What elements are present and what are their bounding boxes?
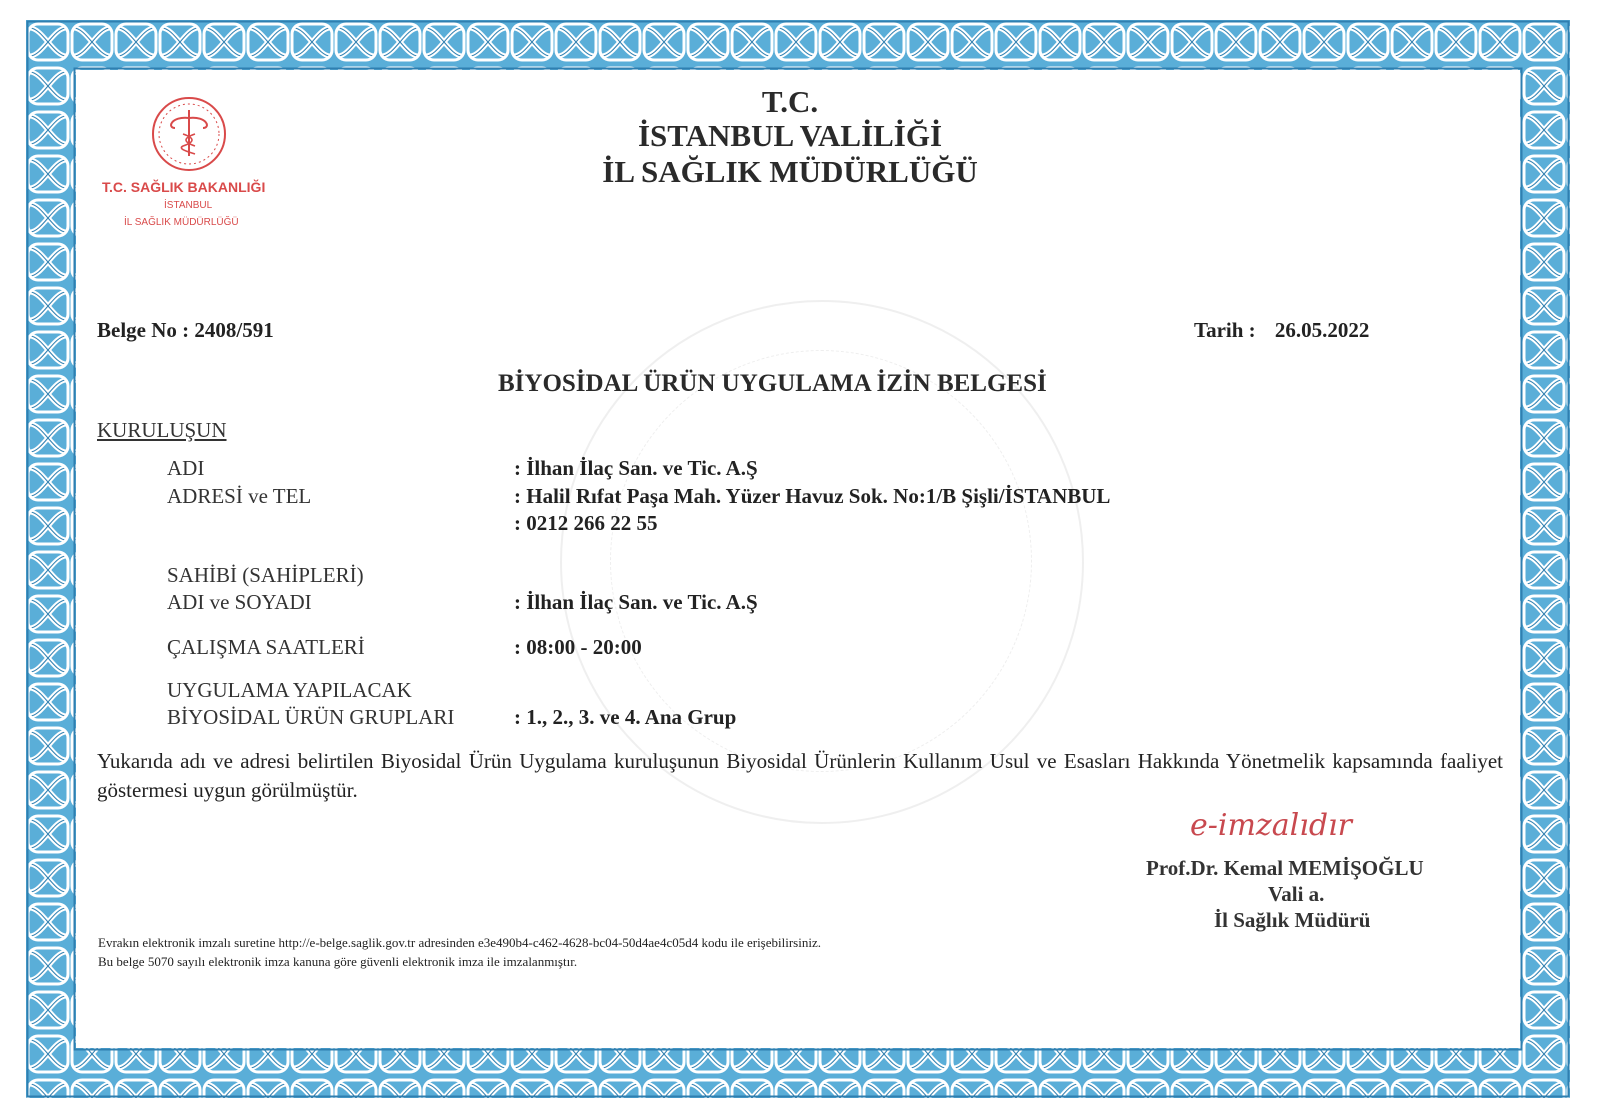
header-line-tc: T.C. (761, 84, 819, 119)
owner-value: : İlhan İlaç San. ve Tic. A.Ş (514, 590, 758, 614)
e-signature-stamp: e-imzalıdır (1190, 808, 1352, 843)
signer-title-1: Vali a. (1268, 882, 1325, 906)
doc-date (1194, 318, 1369, 343)
signer-name: Prof.Dr. Kemal MEMİŞOĞLU (1146, 856, 1424, 880)
logo-ministry-name: T.C. SAĞLIK BAKANLIĞI (102, 179, 266, 195)
doc-number-label: Belge No : (97, 318, 190, 342)
caduceus-emblem-icon (149, 94, 229, 174)
header-line-governorship: İSTANBUL VALİLİĞİ (637, 118, 943, 153)
signer-title-2: İl Sağlık Müdürü (1214, 908, 1371, 932)
ministry-logo (96, 92, 282, 232)
groups-label-line2: BİYOSİDAL ÜRÜN GRUPLARI (167, 705, 455, 729)
logo-directorate: İL SAĞLIK MÜDÜRLÜĞÜ (124, 217, 239, 228)
address-label: ADRESİ ve TEL (167, 484, 312, 508)
header-line-directorate: İL SAĞLIK MÜDÜRLÜĞÜ (602, 154, 978, 189)
doc-date-label: Tarih : (1194, 318, 1256, 342)
hours-label: ÇALIŞMA SAATLERİ (167, 635, 365, 659)
document-title: BİYOSİDAL ÜRÜN UYGULAMA İZİN BELGESİ (498, 370, 1047, 397)
hours-value: : 08:00 - 20:00 (514, 635, 642, 659)
address-value: : Halil Rıfat Paşa Mah. Yüzer Havuz Sok. No:1/B Şişli/İSTANBUL (514, 484, 1111, 508)
name-label: ADI (167, 456, 205, 480)
logo-city: İSTANBUL (164, 200, 213, 211)
footer-esignature-line: Bu belge 5070 sayılı elektronik imza kanuna göre güvenli elektronik imza ile imzalanmıştır. (98, 954, 578, 969)
approval-paragraph: Yukarıda adı ve adresi belirtilen Biyosidal Ürün Uygulama kuruluşunun Biyosidal Ürünlerin Kullanım Usul ve Esasları Hakkında Yönetmelik kapsamında faaliyet göstermesi uygun görülmüştür. (97, 749, 1503, 802)
groups-value: : 1., 2., 3. ve 4. Ana Grup (514, 705, 737, 729)
owner-label-line1: SAHİBİ (SAHİPLERİ) (167, 563, 364, 587)
owner-label-line2: ADI ve SOYADI (167, 590, 312, 614)
phone-value: : 0212 266 22 55 (514, 511, 658, 535)
doc-number-value: 2408/591 (194, 318, 274, 342)
doc-date-value: 26.05.2022 (1274, 318, 1370, 342)
doc-number (97, 318, 274, 343)
footer-verification-line: Evrakın elektronik imzalı suretine http://e-belge.saglik.gov.tr adresinden e3e490b4-c462-4628-bc04-50d4ae4c05d4 kodu ile erişebilirsiniz. (98, 935, 821, 950)
section-heading: KURULUŞUN (97, 418, 227, 442)
name-value: : İlhan İlaç San. ve Tic. A.Ş (514, 456, 758, 480)
groups-label-line1: UYGULAMA YAPILACAK (167, 678, 412, 702)
